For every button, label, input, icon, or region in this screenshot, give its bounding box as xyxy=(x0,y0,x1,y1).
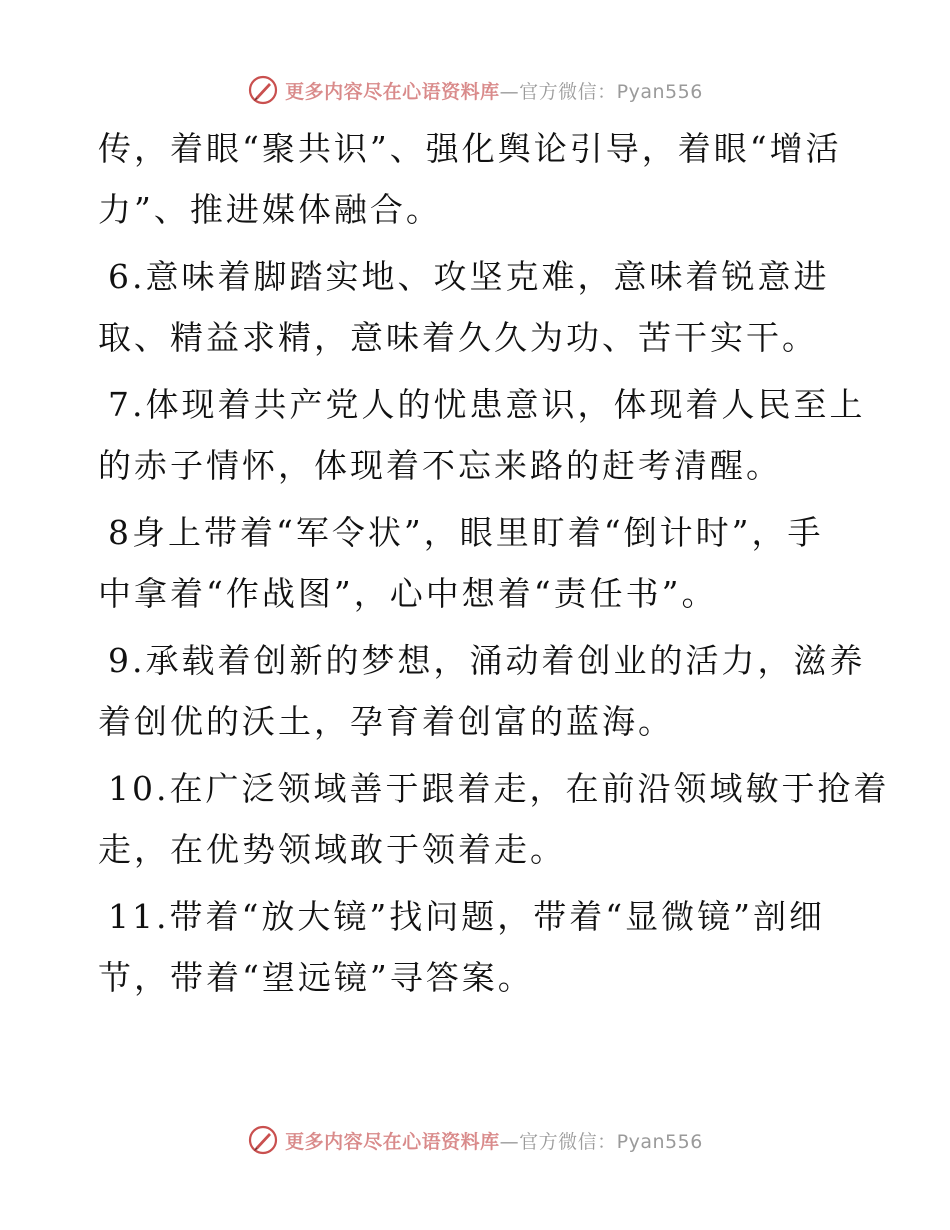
watermark-main: 更多内容尽在心语资料库 xyxy=(285,1130,500,1153)
text-line: 9.承载着创新的梦想，涌动着创业的活力，滋养 xyxy=(108,641,866,680)
paragraph-item-10 xyxy=(98,758,890,880)
text-line: 取、精益求精，意味着久久为功、苦干实干。 xyxy=(98,318,818,357)
quill-logo-icon xyxy=(247,1124,279,1156)
paragraph-item-7 xyxy=(98,374,866,496)
paragraph-continued xyxy=(98,118,858,240)
text-line: 走，在优势领域敢于领着走。 xyxy=(98,830,566,869)
text-line: 8身上带着“军令状”，眼里盯着“倒计时”，手 xyxy=(108,513,824,552)
paragraph-item-9 xyxy=(98,630,866,752)
watermark-tail: —官方微信：Pyan556 xyxy=(499,1130,703,1153)
watermark-text xyxy=(285,1127,703,1154)
text-line: 6.意味着脚踏实地、攻坚克难，意味着锐意进 xyxy=(108,257,830,296)
footer-watermark xyxy=(0,1120,950,1160)
header-watermark xyxy=(0,70,950,110)
text-line: 11.带着“放大镜”找问题，带着“显微镜”剖细 xyxy=(108,897,825,936)
text-line: 7.体现着共产党人的忧患意识，体现着人民至上 xyxy=(108,385,866,424)
quill-logo-icon xyxy=(247,74,279,106)
text-line: 传，着眼“聚共识”、强化舆论引导，着眼“增活 xyxy=(98,129,842,168)
paragraph-item-6 xyxy=(98,246,858,368)
text-line: 10.在广泛领域善于跟着走，在前沿领域敏于抢着 xyxy=(108,769,890,808)
watermark-tail: —官方微信：Pyan556 xyxy=(499,80,703,103)
watermark-main: 更多内容尽在心语资料库 xyxy=(285,80,500,103)
text-line: 节，带着“望远镜”寻答案。 xyxy=(98,958,534,997)
text-line: 着创优的沃土，孕育着创富的蓝海。 xyxy=(98,702,674,741)
watermark-text xyxy=(285,77,703,104)
paragraph-item-11 xyxy=(98,886,858,1008)
text-line: 力”、推进媒体融合。 xyxy=(98,190,442,229)
text-line: 的赤子情怀，体现着不忘来路的赶考清醒。 xyxy=(98,446,782,485)
paragraph-item-8 xyxy=(98,502,858,624)
text-line: 中拿着“作战图”，心中想着“责任书”。 xyxy=(98,574,718,613)
document-body xyxy=(98,118,890,1014)
